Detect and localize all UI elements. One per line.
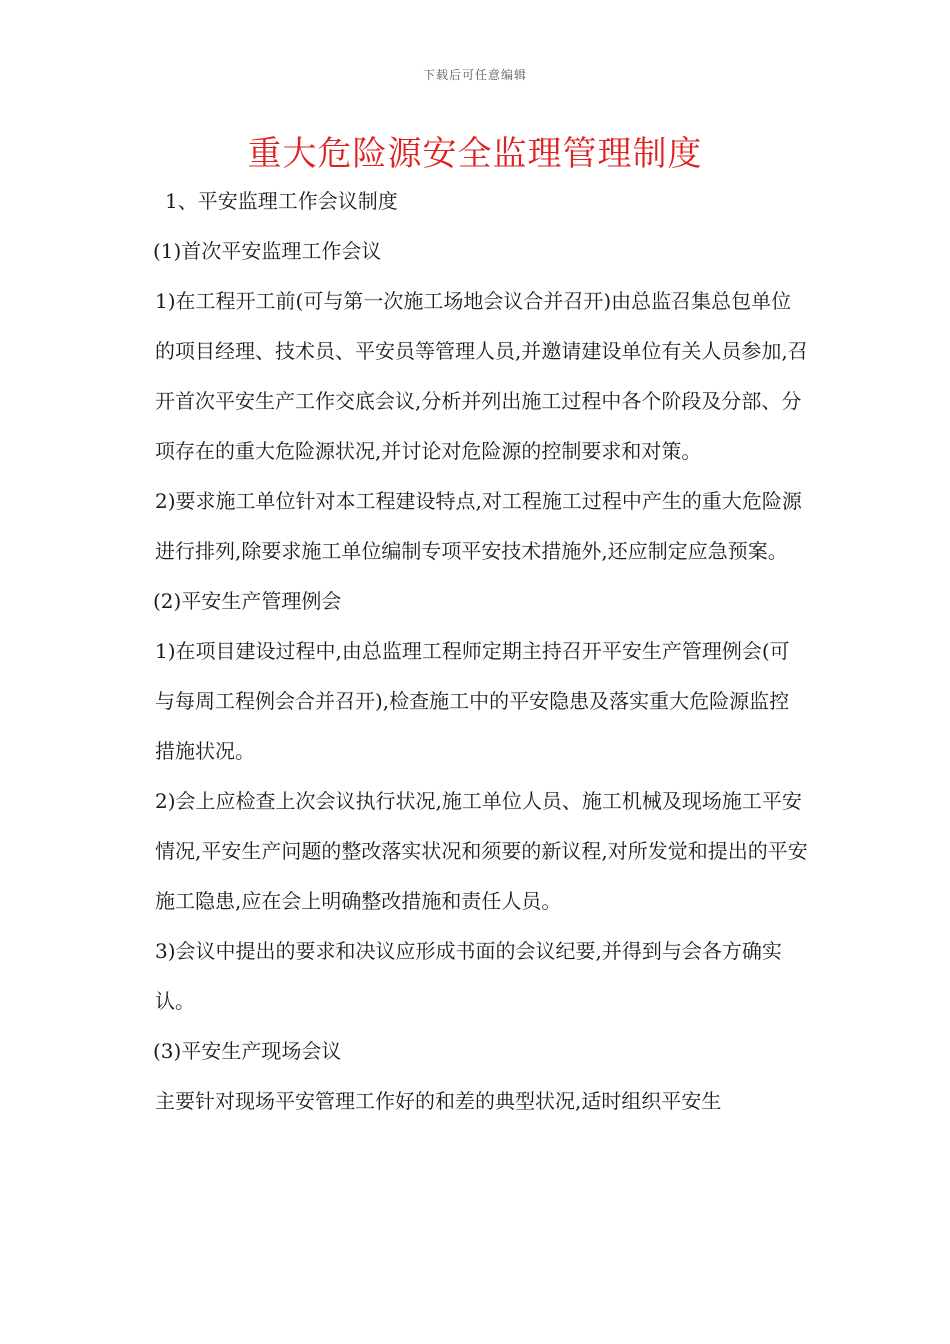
subsection-heading-3: (3)平安生产现场会议: [153, 1039, 342, 1063]
subsection-heading-2: (2)平安生产管理例会: [153, 589, 342, 613]
paragraph-5: 3)会议中提出的要求和决议应形成书面的会议纪要,并得到与会各方确实认。: [155, 939, 782, 1013]
subsection-heading-1: (1)首次平安监理工作会议: [153, 239, 382, 263]
header-note: 下载后可任意编辑: [422, 68, 527, 82]
paragraph-6: 主要针对现场平安管理工作好的和差的典型状况,适时组织平安生: [155, 1089, 722, 1113]
document-title: 重大危险源安全监理管理制度: [247, 134, 703, 174]
paragraph-2: 2)要求施工单位针对本工程建设特点,对工程施工过程中产生的重大危险源进行排列,除要求施工单位编制专项平安技术措施外,还应制定应急预案。: [155, 489, 802, 563]
document-body: [143, 176, 808, 1126]
paragraph-4: 2)会上应检查上次会议执行状况,施工单位人员、施工机械及现场施工平安情况,平安生产问题的整改落实状况和须要的新议程,对所发觉和提出的平安施工隐患,应在会上明确整改措施和责任人员。: [155, 789, 808, 913]
paragraph-3: 1)在项目建设过程中,由总监理工程师定期主持召开平安生产管理例会(可与每周工程例会合并召开),检查施工中的平安隐患及落实重大危险源监控措施状况。: [155, 639, 790, 763]
paragraph-1: 1)在工程开工前(可与第一次施工场地会议合并召开)由总监召集总包单位的项目经理、技术员、平安员等管理人员,并邀请建设单位有关人员参加,召开首次平安生产工作交底会议,分析并列出施工过程中各个阶段及分部、分项存在的重大危险源状况,并讨论对危险源的控制要求和对策。: [155, 289, 808, 463]
section-heading-1: 1、平安监理工作会议制度: [165, 189, 398, 213]
